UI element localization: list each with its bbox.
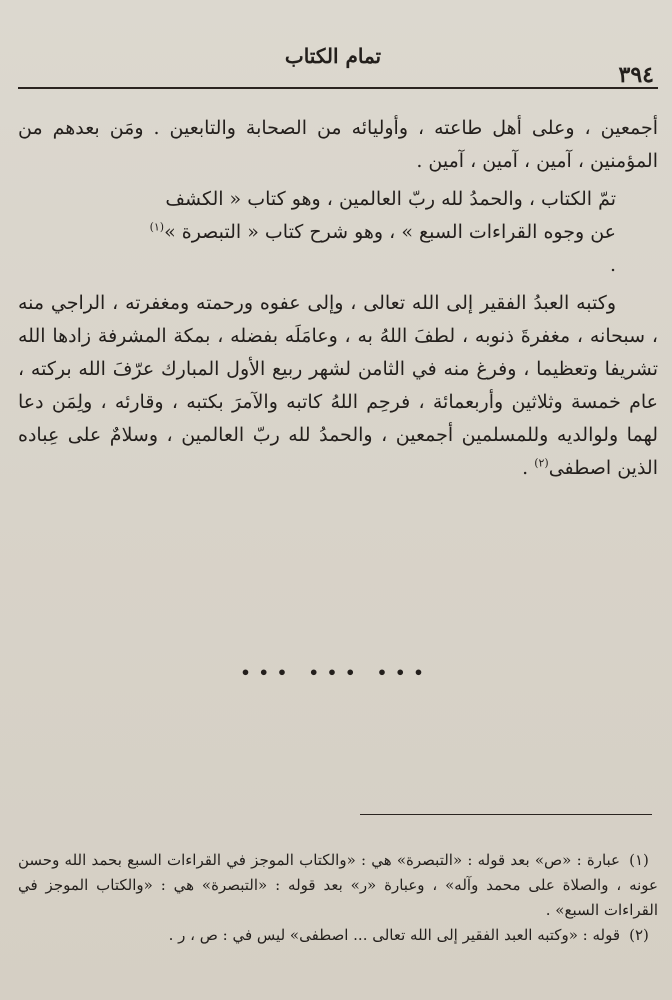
main-text [18,112,658,485]
footnote-2 [18,923,658,948]
footnote-text: عبارة : «ص» بعد قوله : «التبصرة» هي : «والكتاب الموجز في القراءات السبع بحمد الله وحسن عونه ، والصلاة على محمد وآله» ، وعبارة «ر» بعد قوله : «التبصرة» هي : «والكتاب الموجز في القراءات السبع» . [18,851,658,919]
footnote-divider [360,814,652,815]
paragraph-text: وكتبه العبدُ الفقير إلى الله تعالى ، وإلى عفوه ورحمته ومغفرته ، الراجي منه ، سبحانه ، مغفرةَ ذنوبه ، لطفَ اللهُ به ، وعامَلَه بفضله ، بمكة المشرفة زادها الله تشريفا وتعظيما ، وفرغ منه في الثامن لشهر ربيع الأول المبارك عرّفَ الله بركته ، عام خمسة وثلاثين وأربعمائة ، فرحِم اللهُ كاتبه والآمرَ بكتبه ، وقارئه ، ولِمَن دعا لهما ولوالديه وللمسلمين أجمعين ، والحمدُ لله ربّ العالمين ، وسلامٌ على عِباده الذين اصطفى [18,292,658,479]
footnote-1 [18,848,658,923]
paragraph-closing-prayer [18,112,658,178]
running-title: تمام الكتاب [284,44,382,68]
footnotes [18,848,658,948]
paragraph-colophon [18,287,658,485]
footnote-number: (٢) [629,926,649,944]
header-rule [18,87,658,89]
paragraph-tail: . [609,254,616,276]
footnote-text: قوله : «وكتبه العبد الفقير إلى الله تعالى ... اصطفى» ليس في : ص ، ر . [168,926,620,944]
page-number: ٣٩٤ [618,62,654,88]
paragraph-text: تمّ الكتاب ، والحمدُ لله ربّ العالمين ، وهو كتاب « الكشف عن وجوه القراءات السبع » ، وهو شرح كتاب « التبصرة » [164,188,616,243]
footnote-reference-1[interactable]: (١) [149,220,165,234]
page-header [18,40,658,92]
footnote-reference-2[interactable]: (٢) [534,456,549,470]
paragraph-text: أجمعين ، وعلى أهل طاعته ، وأوليائه من الصحابة والتابعين . ومَن بعدهم من المؤمنين ، آمين ، آمين ، آمين . [18,117,658,172]
paragraph-tail: . [522,457,535,479]
paragraph-book-completion [18,183,658,282]
section-ornament: ••• ••• ••• [240,663,432,682]
footnote-number: (١) [629,851,649,869]
